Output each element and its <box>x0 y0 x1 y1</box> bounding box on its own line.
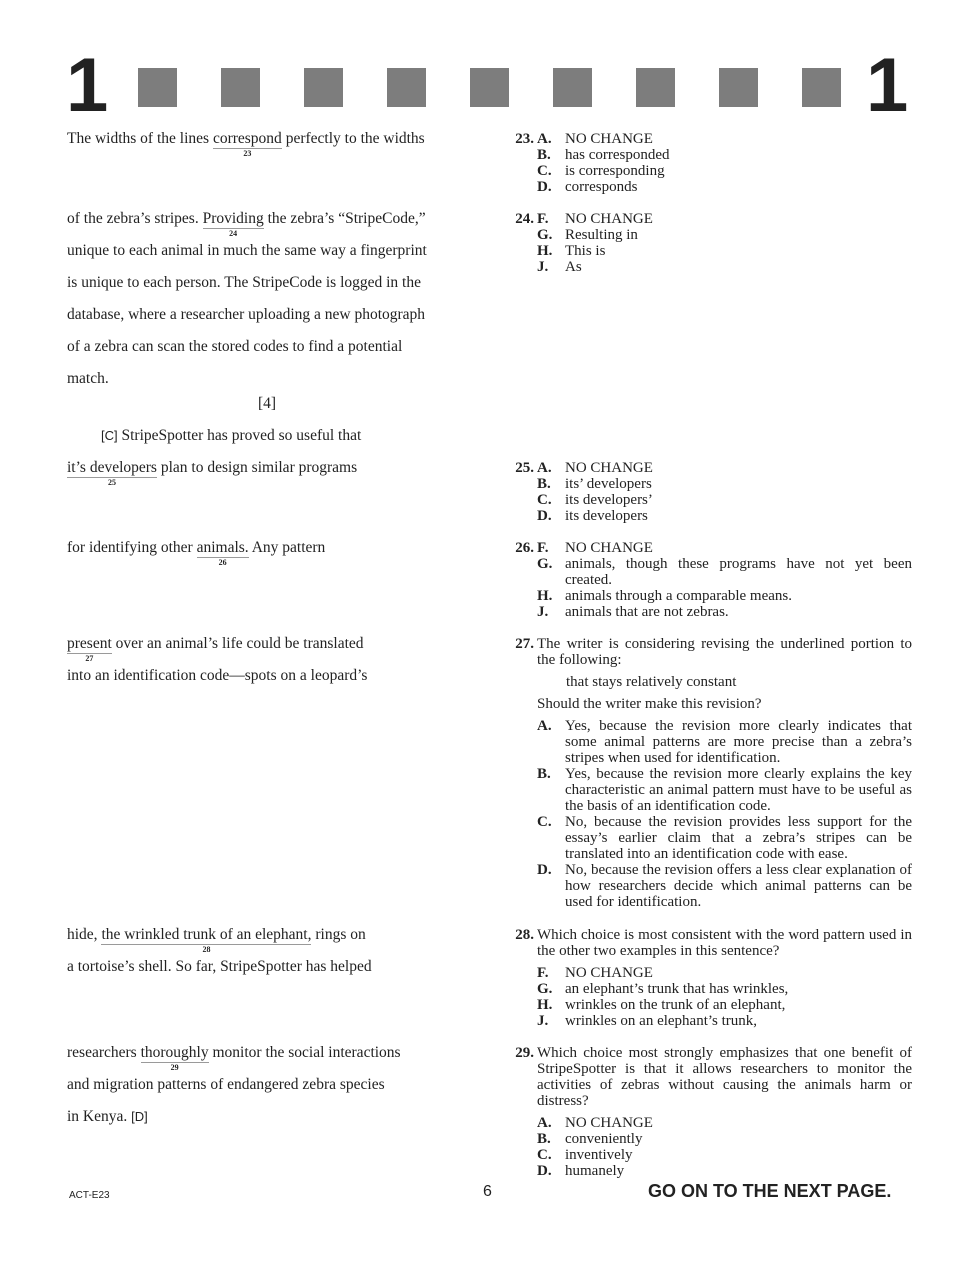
answer-option[interactable]: B. Yes, because the revision more clearly explains the key characteristic an animal pattern must have to be useful as the basis of an identification code. <box>537 766 912 814</box>
passage-line: hide, the wrinkled trunk of an elephant, 28 rings on <box>67 926 366 954</box>
paragraph-number: [4] <box>258 395 277 412</box>
question-stem: 27. The writer is considering revising the underlined portion to the following: <box>515 636 912 668</box>
header-square <box>553 68 592 107</box>
passage-line: in Kenya. [D] <box>67 1108 148 1125</box>
underlined-portion-29[interactable]: thoroughly 29 <box>140 1044 209 1072</box>
passage-line: unique to each animal in much the same way a fingerprint <box>67 242 427 259</box>
question-24 <box>506 211 912 275</box>
revision-quote: that stays relatively constant <box>566 674 737 690</box>
answer-option[interactable]: B. conveniently <box>537 1131 643 1147</box>
question-number-marker: 29 <box>170 1063 179 1072</box>
passage-line: for identifying other animals. 26 Any pattern <box>67 539 326 567</box>
answer-option[interactable]: D. No, because the revision offers a less clear explanation of how researchers decide which animal patterns can be used for identification. <box>537 862 912 910</box>
answer-option[interactable]: B. its’ developers <box>537 476 652 492</box>
passage-line: and migration patterns of endangered zebra species <box>67 1076 385 1093</box>
underlined-portion-25[interactable]: it’s developers 25 <box>67 459 157 487</box>
next-page-instruction: GO ON TO THE NEXT PAGE. <box>648 1181 892 1201</box>
answer-option[interactable]: 26. F. NO CHANGE <box>515 540 653 556</box>
section-number-right: 1 <box>866 43 909 128</box>
answer-option[interactable]: D. corresponds <box>537 179 638 195</box>
answer-option[interactable]: H. This is <box>537 243 606 259</box>
underlined-portion-23[interactable]: correspond 23 <box>212 130 282 158</box>
header-square <box>719 68 758 107</box>
header-square <box>138 68 177 107</box>
underlined-portion-28[interactable]: the wrinkled trunk of an elephant, 28 <box>101 926 312 954</box>
page-number: 6 <box>483 1183 492 1200</box>
passage-line: into an identification code—spots on a leopard’s <box>67 667 368 684</box>
answer-option[interactable]: 23. A. NO CHANGE <box>515 131 653 147</box>
question-number-marker: 26 <box>218 558 227 567</box>
underlined-portion-24[interactable]: Providing 24 <box>202 210 264 238</box>
location-marker-d: [D] <box>131 1109 148 1124</box>
passage-line: database, where a researcher uploading a new photograph <box>67 306 426 323</box>
underlined-portion-27[interactable]: present 27 <box>67 635 112 663</box>
answer-option[interactable]: J. wrinkles on an elephant’s trunk, <box>537 1013 758 1029</box>
passage-line: [C] StripeSpotter has proved so useful that <box>101 427 362 444</box>
answer-option[interactable]: H. animals through a comparable means. <box>537 588 793 604</box>
answer-option[interactable]: 24. F. NO CHANGE <box>515 211 653 227</box>
answer-option[interactable]: G. an elephant’s trunk that has wrinkles, <box>537 981 789 997</box>
passage-line: of the zebra’s stripes. Providing 24 the zebra’s “StripeCode,” <box>67 210 426 238</box>
question-stem: 29. Which choice most strongly emphasizes that one benefit of StripeSpotter is that it allows researchers to monitor the activities of zebras without causing the animals harm or distress? <box>515 1045 912 1109</box>
question-stem: 28. Which choice is most consistent with the word pattern used in the other two examples in this sentence? <box>515 927 912 959</box>
answer-option[interactable]: J. As <box>537 259 582 275</box>
answer-option[interactable]: C. its developers’ <box>537 492 653 508</box>
answer-option[interactable]: A. NO CHANGE <box>537 1115 653 1131</box>
passage-line: a tortoise’s shell. So far, StripeSpotter has helped <box>67 958 372 975</box>
answer-option[interactable]: D. humanely <box>537 1163 625 1179</box>
header-square <box>636 68 675 107</box>
passage-line: match. <box>67 370 109 387</box>
question-29 <box>506 1045 912 1179</box>
header-square <box>304 68 343 107</box>
header-square <box>221 68 260 107</box>
answer-option[interactable]: H. wrinkles on the trunk of an elephant, <box>537 997 786 1013</box>
answer-option[interactable]: C. is corresponding <box>537 163 665 179</box>
answer-option[interactable]: A. Yes, because the revision more clearly indicates that some animal patterns are more precise than a zebra’s stripes when used for identification. <box>537 718 912 766</box>
question-number-marker: 23 <box>243 149 252 158</box>
form-code: ACT-E23 <box>69 1190 110 1201</box>
answer-option[interactable]: F. NO CHANGE <box>537 965 653 981</box>
location-marker-c: [C] <box>101 428 118 443</box>
passage-line: researchers thoroughly 29 monitor the social interactions <box>67 1044 401 1072</box>
question-27 <box>506 636 912 910</box>
question-number-marker: 25 <box>107 478 116 487</box>
question-number-marker: 28 <box>202 945 211 954</box>
answer-option[interactable]: G. Resulting in <box>537 227 638 243</box>
header-square <box>470 68 509 107</box>
passage-line: The widths of the lines correspond 23 perfectly to the widths <box>67 130 425 158</box>
answer-option[interactable]: C. No, because the revision provides less support for the essay’s earlier claim that a zebra’s stripes can be translated into an identification code with ease. <box>537 814 912 862</box>
question-26 <box>506 540 912 620</box>
answer-option[interactable]: B. has corresponded <box>537 147 670 163</box>
passage-line: is unique to each person. The StripeCode is logged in the <box>67 274 421 291</box>
question-25 <box>506 460 912 524</box>
underlined-portion-26[interactable]: animals. 26 <box>196 539 249 567</box>
passage-line: present 27 over an animal’s life could be translated <box>67 635 364 663</box>
question-28 <box>506 927 912 1029</box>
question-23 <box>506 131 912 195</box>
answer-option[interactable]: 25. A. NO CHANGE <box>515 460 653 476</box>
answer-option[interactable]: J. animals that are not zebras. <box>537 604 729 620</box>
header-square <box>387 68 426 107</box>
passage-line: of a zebra can scan the stored codes to find a potential <box>67 338 403 355</box>
question-number-marker: 27 <box>85 654 94 663</box>
question-number-marker: 24 <box>229 229 238 238</box>
passage-line: it’s developers 25 plan to design similar programs <box>67 459 358 487</box>
answer-option[interactable]: D. its developers <box>537 508 648 524</box>
question-stem: Should the writer make this revision? <box>537 696 762 712</box>
answer-option[interactable]: G. animals, though these programs have not yet been created. <box>537 556 912 588</box>
answer-option[interactable]: C. inventively <box>537 1147 633 1163</box>
section-number-left: 1 <box>66 43 109 128</box>
header-square <box>802 68 841 107</box>
